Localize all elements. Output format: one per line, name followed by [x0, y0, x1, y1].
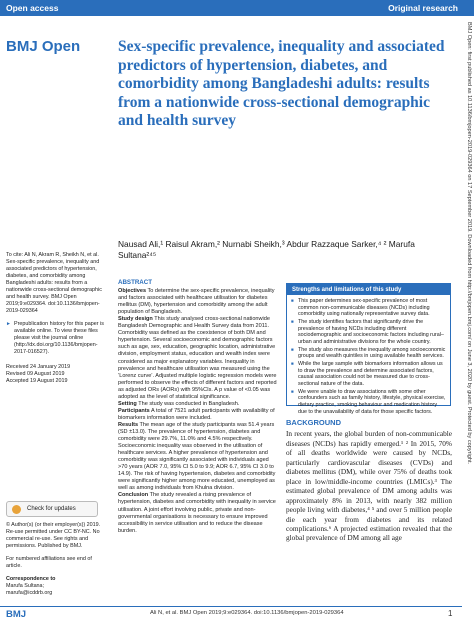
prepublication-note: ► Prepublication history for this paper is available online. To view these files please visit the journal online (http://dx.doi.org/10.1136/bmjopen-2017-016527). — [6, 321, 106, 356]
abstract-setting — [118, 401, 278, 408]
open-access-label: Open access — [6, 3, 59, 13]
side-copyright-note: BMJ Open: first published as 10.1136/bmjopen-2019-029364 on 17 September 2019. Downloaded from http://bmjopen.bmj.com/ on June 3, 2020 by guest. Protected by copyright. — [466, 22, 472, 465]
list-item: ■ We were unable to draw associations with some other confounders such as family history, lifestyle, physical exercise, dietary practice, smoking behaviour and medication history due to the unavailability of data for those specific factors. — [291, 389, 446, 416]
list-item: ■ This paper determines sex-specific prevalence of most common non-communicable diseases (NCDs) including comorbidity using nationally representative survey data. — [291, 298, 446, 318]
page-number: 1 — [448, 609, 453, 618]
setting-text: The study was conducted in Bangladesh. — [138, 400, 240, 407]
design-label: Study design — [118, 316, 153, 323]
list-item: ■ The study also measures the inequality among socioeconomic groups and wealth quintiles in using available health services. — [291, 347, 446, 360]
strengths-heading: Strengths and limitations of this study — [287, 284, 450, 295]
list-item: ■ The study identifies factors that significantly drive the prevalence of having NCDs including different sociodemographic and socioeconomic factors including rural–urban and administrative divisions for the whole country. — [291, 319, 446, 346]
citation-note: To cite: Ali N, Akram R, Sheikh N, et al. Sex-specific prevalence, inequality and associated predictors of hypertension, diabetes, and comorbidity among Bangladeshi adults: results from a nationwide cross-sectional demographic and health survey. BMJ Open 2019;9:e029364. doi:10.1136/bmjopen-2019-029364 — [6, 252, 102, 314]
article-info-column — [6, 252, 106, 391]
top-banner — [0, 0, 474, 16]
abstract-results — [118, 422, 278, 492]
participants-text: A total of 7521 adult participants with availability of biomarkers information were included. — [118, 407, 275, 421]
update-badge-icon — [12, 505, 21, 514]
journal-brand: BMJ Open — [6, 38, 81, 55]
background-heading: BACKGROUND — [286, 418, 341, 427]
dates-block — [6, 364, 106, 385]
bmj-logo: BMJ — [6, 609, 27, 620]
correspondence-name: Marufa Sultana; — [6, 583, 45, 589]
affiliations-note: For numbered affiliations see end of article. — [6, 556, 92, 569]
check-updates-label: Check for updates — [27, 506, 76, 512]
date-accepted: Accepted 19 August 2019 — [6, 378, 68, 384]
list-item: ■ While the large sample with biomarkers information allows us to draw the prevalence and determine associated factors, causal association could not be measured due to cross-sectional nature of the data. — [291, 361, 446, 388]
date-received: Received 24 January 2019 — [6, 364, 71, 370]
conclusion-text: The study revealed a rising prevalence of hypertension, diabetes and comorbidity with inequality in service utilisation. A joint effort involving public, private and non-governmental organisations is necessary to ensure improved accessibility in service utilisation and to reduce the disease burden. — [118, 492, 276, 534]
check-updates-button[interactable] — [6, 501, 98, 517]
results-text: The mean age of the study participants was 51.4 years (SD ±13.0). The prevalence of hypertension, diabetes and comorbidity were 29.7%, 11.0% and 4.5% respectively. Socioeconomic inequality was observed in the utilisation of healthcare services. A higher prevalence of hypertension and comorbidity was significantly associated with individuals aged >70 years (AOR 7.0, 95% CI 5.0 to 9.9; AOR 6.7, 95% CI 3.0 to 14.9). The risk of having hypertension, diabetes and comorbidity were significantly higher among more educated, unemployed as well as among individuals from Khulna division. — [118, 421, 276, 492]
abstract-conclusion — [118, 492, 278, 534]
abstract-participants — [118, 408, 278, 422]
rights-column — [6, 522, 106, 603]
footer-citation: Ali N, et al. BMJ Open 2019;9:e029364. doi:10.1136/bmjopen-2019-029364 — [150, 610, 344, 616]
copyright-note: © Author(s) (or their employer(s)) 2019. Re-use permitted under CC BY-NC. No commercial re-use. See rights and permissions. Published by BMJ. — [6, 522, 101, 549]
conclusion-label: Conclusion — [118, 492, 149, 499]
date-revised: Revised 09 August 2019 — [6, 371, 65, 377]
background-text: In recent years, the global burden of non-communicable diseases (NCDs) has rapidly emerged.¹ ² In 2015, 70% of all deaths worldwide were caused by NCDs, particularly cardiovascular diseases (CVDs) and diabetes mellitus (DM), while over 75% of deaths took place in low/middle-income countries (LMICs).³ The estimated global prevalence of DM among adults was approximately 8% in 2013, with nearly 382 million people living with diabetes,⁴ ⁵ and over 5 million people die each year from diabetes and its related complications.⁶ A projected estimation revealed that the global prevalence of DM among all age — [286, 429, 452, 543]
objectives-label: Objectives — [118, 288, 147, 295]
correspondence-block — [6, 576, 106, 597]
article-title: Sex-specific prevalence, inequality and associated predictors of hypertension, diabetes, and comorbidity among Bangladeshi adults: results from a nationwide cross-sectional demographic and health survey — [118, 38, 445, 129]
footer-divider — [0, 606, 462, 607]
strengths-limitations-box — [286, 283, 451, 415]
design-text: This study analysed cross-sectional nationwide Bangladesh Demographic and Health Survey data from 2011. Comorbidity was defined as the coexistence of both DM and hypertension. Several socioeconomic and demographic factors such as age, sex, education, geographic location, administrative division, employment status, education and wealth index were considered as major explanatory variables. Inequality in prevalence and healthcare utilisation was measured using the ‘Lorenz curve’. Adjusted multiple logistic regression models were performed to observe the effects of different factors and reported as adjusted ORs (AORs) with 95%CIs. A p value of <0.05 was adopted as the level of statistical significance. — [118, 316, 277, 400]
participants-label: Participants — [118, 407, 150, 414]
correspondence-email[interactable]: marufa@icddrb.org — [6, 590, 53, 596]
abstract-objectives — [118, 288, 278, 316]
objectives-text: To determine the sex-specific prevalence, inequality and factors associated with healthcare utilisation for diabetes mellitus (DM), hypertension and comorbidity among the adult population of Bangladesh. — [118, 288, 275, 316]
results-label: Results — [118, 421, 139, 428]
background-section — [286, 418, 452, 543]
correspondence-label: Correspondence to — [6, 576, 56, 582]
abstract-section — [118, 279, 278, 535]
abstract-heading: ABSTRACT — [118, 279, 153, 286]
author-list: Nausad Ali,¹ Raisul Akram,² Nurnabi Sheikh,³ Abdur Razzaque Sarker,⁴ ² Marufa Sultana²⁴⁵ — [118, 239, 415, 260]
setting-label: Setting — [118, 400, 137, 407]
strengths-list — [287, 295, 450, 415]
article-type-label: Original research — [388, 3, 458, 13]
abstract-design — [118, 316, 278, 401]
